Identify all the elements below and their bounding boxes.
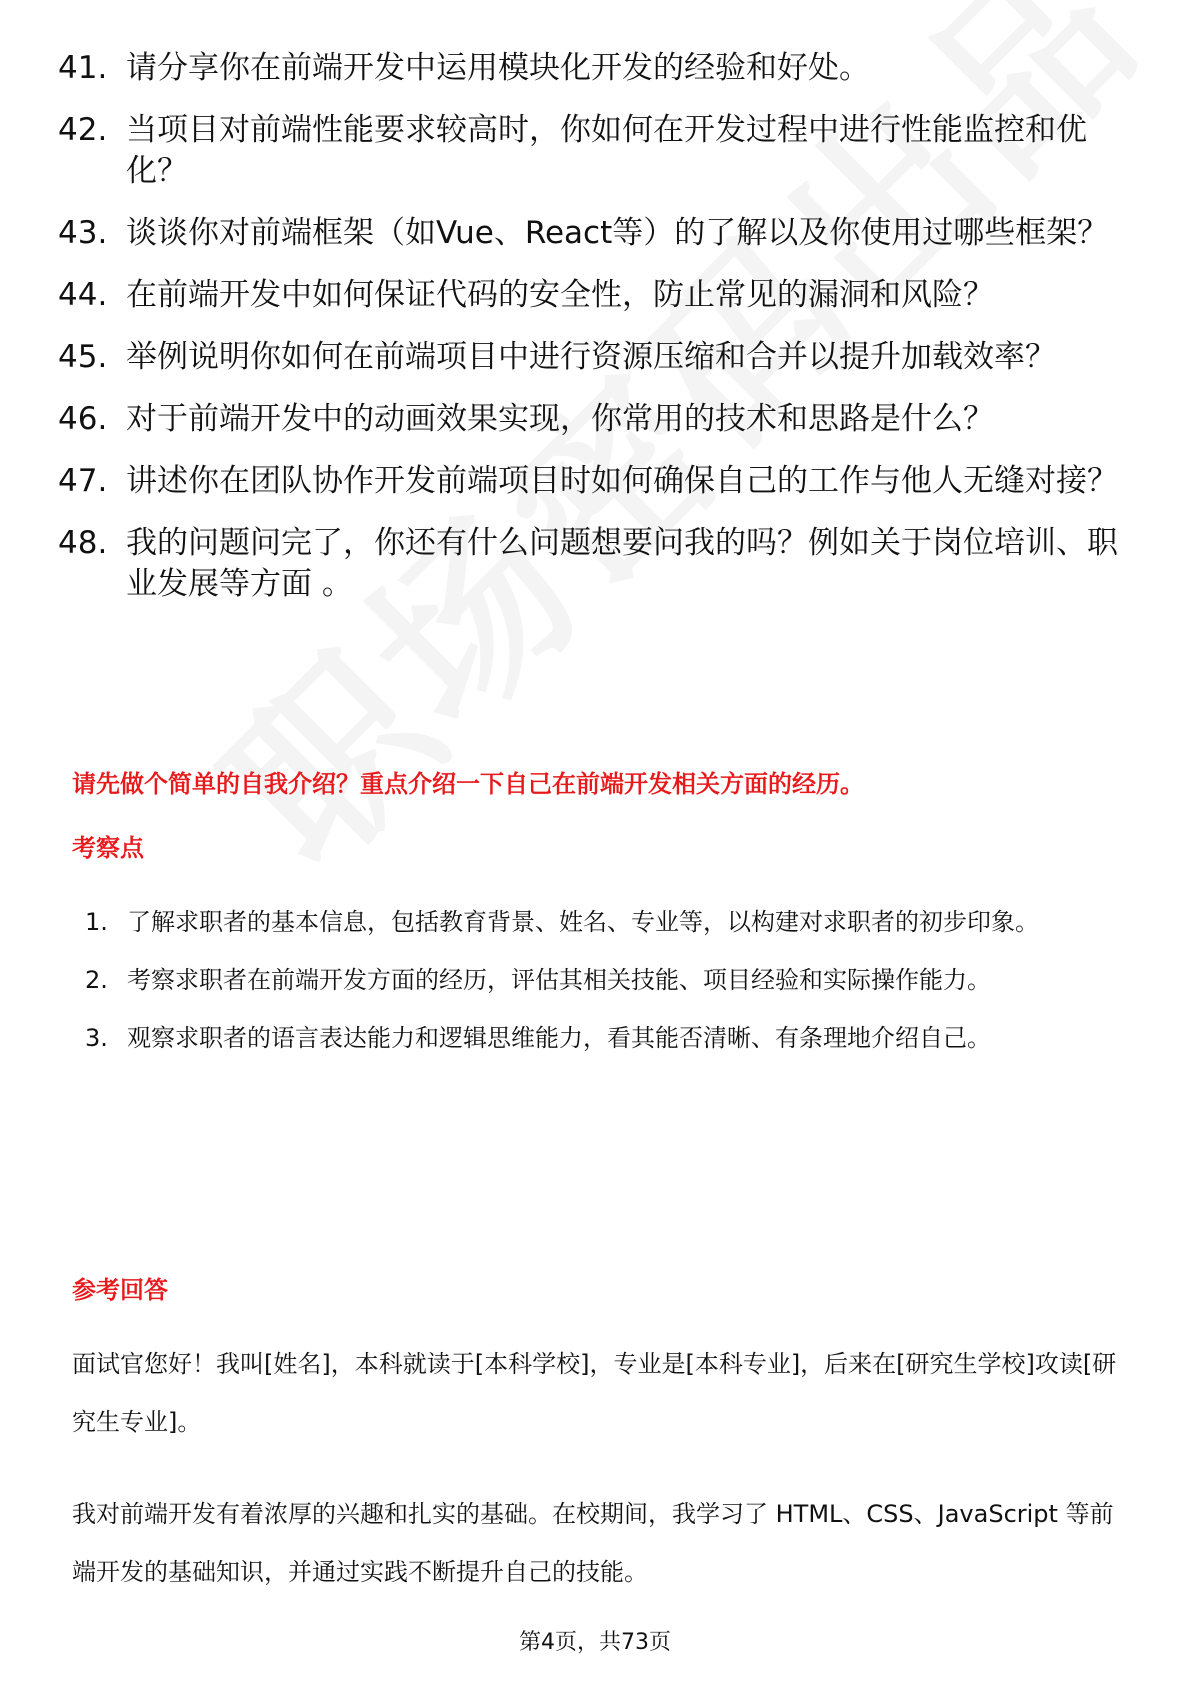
point-item [85,1009,1125,1067]
point-item [85,893,1125,951]
question-text: 在前端开发中如何保证代码的安全性，防止常见的漏洞和风险？ [126,277,994,313]
question-item [58,110,1128,192]
question-number: 41. [58,50,108,86]
points-title: 考察点 [72,834,144,862]
point-number: 1. [85,908,108,936]
point-text: 观察求职者的语言表达能力和逻辑思维能力，看其能否清晰、有条理地介绍自己。 [127,1024,991,1052]
page-footer: 第4页，共73页 [519,1630,671,1655]
section-question-heading: 请先做个简单的自我介绍？重点介绍一下自己在前端开发相关方面的经历。 [72,770,864,798]
question-number: 47. [58,463,108,499]
points-list [85,893,1125,1067]
answer-title: 参考回答 [72,1276,168,1304]
question-text: 当项目对前端性能要求较高时，你如何在开发过程中进行性能监控和优化？ [126,112,1087,189]
answer-paragraph: 面试官您好！我叫[姓名]，本科就读于[本科学校]，专业是[本科专业]，后来在[研究生学校]攻读[研究生专业]。 [72,1350,1117,1436]
question-list [58,48,1128,626]
question-item [58,337,1128,378]
question-item [58,275,1128,316]
question-text: 对于前端开发中的动画效果实现，你常用的技术和思路是什么？ [126,401,994,437]
question-item [58,48,1128,89]
point-text: 考察求职者在前端开发方面的经历，评估其相关技能、项目经验和实际操作能力。 [127,966,991,994]
point-number: 3. [85,1024,108,1052]
point-number: 2. [85,966,108,994]
question-text: 请分享你在前端开发中运用模块化开发的经验和好处。 [126,50,870,86]
question-text: 举例说明你如何在前端项目中进行资源压缩和合并以提升加载效率？ [126,339,1056,375]
point-item [85,951,1125,1009]
answer-paragraph: 我对前端开发有着浓厚的兴趣和扎实的基础。在校期间，我学习了 HTML、CSS、JavaScript 等前端开发的基础知识，并通过实践不断提升自己的技能。 [72,1500,1114,1586]
question-number: 46. [58,401,108,437]
point-text: 了解求职者的基本信息，包括教育背景、姓名、专业等，以构建对求职者的初步印象。 [127,908,1039,936]
question-number: 43. [58,215,108,251]
question-item [58,213,1128,254]
question-item [58,399,1128,440]
question-text: 讲述你在团队协作开发前端项目时如何确保自己的工作与他人无缝对接？ [126,463,1118,499]
question-number: 45. [58,339,108,375]
question-item [58,461,1128,502]
question-number: 48. [58,525,108,561]
question-text: 谈谈你对前端框架（如Vue、React等）的了解以及你使用过哪些框架？ [126,215,1109,251]
question-number: 42. [58,112,108,148]
question-number: 44. [58,277,108,313]
question-item [58,523,1128,605]
question-text: 我的问题问完了，你还有什么问题想要问我的吗？例如关于岗位培训、职业发展等方面 。 [126,525,1118,602]
